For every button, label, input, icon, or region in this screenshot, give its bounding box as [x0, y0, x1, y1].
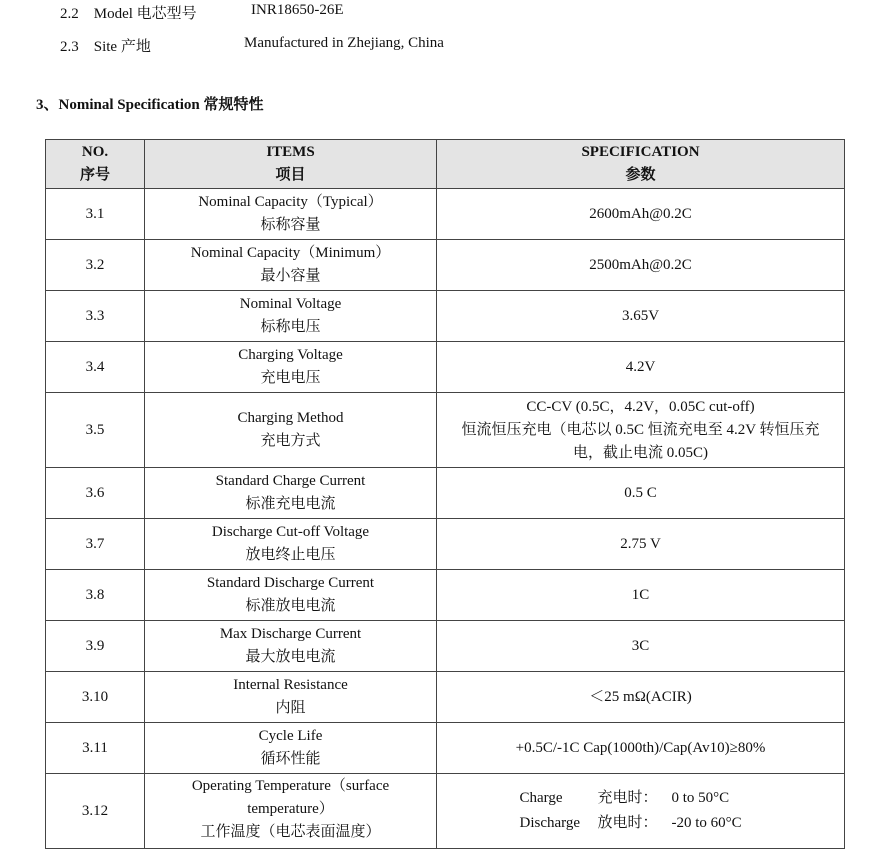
row-item	[145, 393, 437, 468]
info-value: INR18650-26E	[251, 2, 344, 18]
table-row	[46, 774, 845, 849]
row-item	[145, 672, 437, 723]
row-item	[145, 723, 437, 774]
header-items	[145, 140, 437, 189]
row-spec: 1C	[437, 570, 845, 621]
header-en: NO.	[81, 144, 109, 160]
row-item	[145, 468, 437, 519]
table-row	[46, 342, 845, 393]
temp-label-zh: 充电时：	[597, 790, 658, 806]
item-zh: 循环性能	[260, 751, 321, 767]
info-value: Manufactured in Zhejiang, China	[244, 35, 444, 51]
row-item	[145, 570, 437, 621]
item-zh: 最小容量	[260, 268, 321, 284]
item-zh: 最大放电电流	[245, 649, 336, 665]
item-zh: 充电电压	[260, 370, 321, 386]
row-number: 3.7	[46, 519, 145, 570]
row-spec: 3C	[437, 621, 845, 672]
header-en: SPECIFICATION	[581, 144, 700, 160]
row-item	[145, 342, 437, 393]
item-en: Nominal Capacity（Minimum）	[190, 245, 391, 261]
item-en: Discharge Cut-off Voltage	[211, 524, 370, 540]
item-en: Nominal Voltage	[239, 296, 342, 312]
row-spec	[437, 774, 845, 849]
row-number: 3.10	[46, 672, 145, 723]
row-spec: 2500mAh@0.2C	[437, 240, 845, 291]
header-zh: 序号	[79, 167, 110, 183]
temp-value: -20 to 60°C	[671, 815, 742, 831]
item-zh: 充电方式	[260, 433, 321, 449]
item-zh: 标称容量	[260, 217, 321, 233]
table-row	[46, 468, 845, 519]
item-en: Standard Charge Current	[215, 473, 366, 489]
row-spec: 2.75 V	[437, 519, 845, 570]
temp-label-en: Charge	[519, 790, 563, 806]
item-zh: 放电终止电压	[245, 547, 336, 563]
item-en: Cycle Life	[258, 728, 323, 744]
item-en: Nominal Capacity（Typical）	[198, 194, 383, 210]
item-en: Charging Method	[237, 410, 344, 426]
item-en: Max Discharge Current	[219, 626, 362, 642]
temp-label-en: Discharge	[519, 815, 581, 831]
header-en: ITEMS	[266, 144, 315, 160]
info-label: Model 电芯型号	[93, 6, 197, 22]
specification-table	[45, 139, 845, 849]
table-row	[46, 519, 845, 570]
item-zh: 标准放电电流	[245, 598, 336, 614]
row-number: 3.4	[46, 342, 145, 393]
item-en: Internal Resistance	[233, 677, 348, 693]
row-spec: 0.5 C	[437, 468, 845, 519]
row-spec: +0.5C/-1C Cap(1000th)/Cap(Av10)≥80%	[437, 723, 845, 774]
section-heading: 3、Nominal Specification 常规特性	[36, 97, 264, 113]
info-site-line	[60, 35, 444, 56]
temp-value: 0 to 50°C	[671, 790, 730, 806]
item-line: temperature）	[247, 801, 334, 817]
row-number: 3.8	[46, 570, 145, 621]
row-number: 3.1	[46, 189, 145, 240]
spec-line: 电，截止电流 0.05C)	[572, 444, 708, 461]
row-spec: ＜25 mΩ(ACIR)	[437, 672, 845, 723]
row-item	[145, 774, 437, 849]
row-item	[145, 240, 437, 291]
item-line: 工作温度（电芯表面温度）	[200, 824, 381, 840]
temp-discharge	[443, 811, 838, 836]
table-row	[46, 570, 845, 621]
table-row	[46, 723, 845, 774]
row-item	[145, 621, 437, 672]
item-zh: 标称电压	[260, 319, 321, 335]
table-row	[46, 621, 845, 672]
item-en: Standard Discharge Current	[206, 575, 375, 591]
table-row	[46, 672, 845, 723]
header-no	[46, 140, 145, 189]
temp-label-zh: 放电时：	[597, 815, 658, 831]
row-number: 3.9	[46, 621, 145, 672]
item-zh: 内阻	[275, 700, 306, 716]
table-row	[46, 393, 845, 468]
header-zh: 项目	[275, 167, 306, 183]
row-spec: 4.2V	[437, 342, 845, 393]
item-zh: 标准充电电流	[245, 496, 336, 512]
info-number: 2.3	[60, 39, 79, 55]
row-item	[145, 189, 437, 240]
table-header-row	[46, 140, 845, 189]
row-item	[145, 519, 437, 570]
row-spec	[437, 393, 845, 468]
table-row	[46, 189, 845, 240]
spec-line: 恒流恒压充电（电芯以 0.5C 恒流充电至 4.2V 转恒压充	[461, 421, 820, 438]
row-spec: 2600mAh@0.2C	[437, 189, 845, 240]
row-number: 3.3	[46, 291, 145, 342]
temp-charge	[443, 786, 838, 811]
header-specification	[437, 140, 845, 189]
row-number: 3.6	[46, 468, 145, 519]
table-row	[46, 240, 845, 291]
item-line: Operating Temperature（surface	[191, 778, 390, 794]
row-item	[145, 291, 437, 342]
row-number: 3.2	[46, 240, 145, 291]
info-number: 2.2	[60, 6, 79, 22]
info-label: Site 产地	[93, 39, 151, 55]
row-spec: 3.65V	[437, 291, 845, 342]
row-number: 3.5	[46, 393, 145, 468]
spec-line: CC-CV (0.5C，4.2V，0.05C cut-off)	[526, 398, 755, 415]
table-row	[46, 291, 845, 342]
item-en: Charging Voltage	[238, 347, 343, 363]
row-number: 3.11	[46, 723, 145, 774]
row-number: 3.12	[46, 774, 145, 849]
info-model-line	[60, 2, 344, 23]
header-zh: 参数	[625, 167, 656, 183]
